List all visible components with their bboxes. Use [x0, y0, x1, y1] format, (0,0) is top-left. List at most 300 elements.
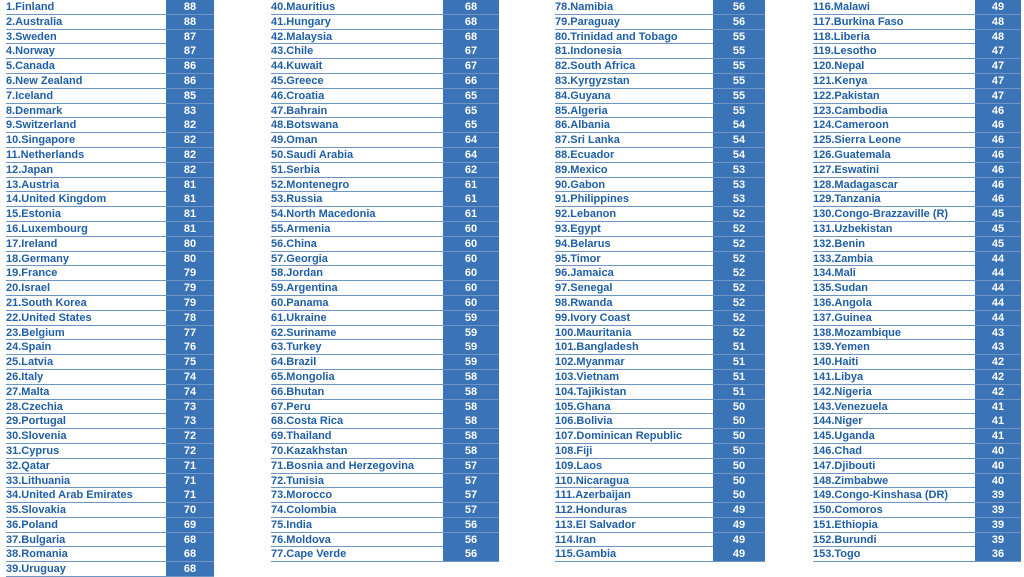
score-badge: 68 [166, 562, 214, 576]
score-badge: 52 [713, 311, 765, 325]
ranking-row [555, 266, 765, 281]
score-badge: 41 [975, 400, 1021, 414]
country-name: 32.Qatar [6, 459, 51, 472]
score-badge: 82 [166, 148, 214, 162]
country-name: 24.Spain [6, 341, 52, 354]
country-name: 142.Nigeria [813, 385, 872, 398]
score-badge: 46 [975, 178, 1021, 192]
country-name: 123.Cambodia [813, 104, 888, 117]
ranking-row [6, 118, 214, 133]
score-badge: 52 [713, 222, 765, 236]
country-name: 19.France [6, 267, 58, 280]
ranking-row [813, 178, 1021, 193]
score-badge: 42 [975, 355, 1021, 369]
country-name: 96.Jamaica [555, 267, 614, 280]
score-badge: 49 [713, 533, 765, 547]
country-name: 73.Morocco [271, 489, 333, 502]
ranking-row [271, 533, 499, 548]
country-name: 115.Gambia [555, 548, 617, 561]
country-name: 93.Egypt [555, 222, 601, 235]
country-name: 72.Tunisia [271, 474, 324, 487]
country-name: 124.Cameroon [813, 119, 889, 132]
ranking-row [813, 266, 1021, 281]
score-badge: 71 [166, 474, 214, 488]
score-badge: 69 [166, 518, 214, 532]
country-name: 148.Zimbabwe [813, 474, 889, 487]
score-badge: 44 [975, 311, 1021, 325]
country-name: 134.Mali [813, 267, 856, 280]
country-name: 70.Kazakhstan [271, 444, 348, 457]
country-name: 119.Lesotho [813, 45, 877, 58]
country-name: 144.Niger [813, 415, 863, 428]
country-name: 89.Mexico [555, 163, 608, 176]
country-name: 94.Belarus [555, 237, 611, 250]
country-name: 18.Germany [6, 252, 69, 265]
score-badge: 56 [443, 547, 499, 561]
score-badge: 39 [975, 533, 1021, 547]
ranking-row [555, 133, 765, 148]
ranking-row [6, 547, 214, 562]
ranking-row [271, 133, 499, 148]
ranking-row [555, 178, 765, 193]
score-badge: 42 [975, 370, 1021, 384]
country-name: 51.Serbia [271, 163, 320, 176]
ranking-row [271, 488, 499, 503]
country-name: 121.Kenya [813, 74, 868, 87]
ranking-row [271, 252, 499, 267]
score-badge: 68 [166, 547, 214, 561]
score-badge: 51 [713, 385, 765, 399]
ranking-row [555, 104, 765, 119]
ranking-row [555, 385, 765, 400]
score-badge: 50 [713, 444, 765, 458]
ranking-row [271, 118, 499, 133]
ranking-row [6, 237, 214, 252]
country-name: 5.Canada [6, 60, 55, 73]
country-name: 57.Georgia [271, 252, 328, 265]
score-badge: 50 [713, 400, 765, 414]
score-badge: 43 [975, 340, 1021, 354]
score-badge: 46 [975, 104, 1021, 118]
ranking-column-2 [271, 0, 499, 562]
ranking-row [6, 429, 214, 444]
score-badge: 66 [443, 74, 499, 88]
ranking-row [813, 326, 1021, 341]
score-badge: 59 [443, 311, 499, 325]
ranking-row [813, 281, 1021, 296]
score-badge: 53 [713, 192, 765, 206]
country-name: 146.Chad [813, 444, 862, 457]
ranking-row [813, 192, 1021, 207]
ranking-row [271, 148, 499, 163]
score-badge: 81 [166, 192, 214, 206]
score-badge: 81 [166, 222, 214, 236]
ranking-row [6, 400, 214, 415]
country-name: 140.Haiti [813, 356, 859, 369]
score-badge: 40 [975, 459, 1021, 473]
country-name: 82.South Africa [555, 60, 636, 73]
score-badge: 42 [975, 385, 1021, 399]
ranking-row [6, 148, 214, 163]
ranking-row [555, 207, 765, 222]
ranking-row [6, 207, 214, 222]
score-badge: 86 [166, 74, 214, 88]
country-name: 71.Bosnia and Herzegovina [271, 459, 415, 472]
ranking-row [813, 385, 1021, 400]
country-name: 55.Armenia [271, 222, 331, 235]
score-badge: 60 [443, 281, 499, 295]
ranking-row [555, 74, 765, 89]
ranking-row [555, 503, 765, 518]
ranking-row [813, 474, 1021, 489]
country-name: 31.Cyprus [6, 444, 60, 457]
country-name: 1.Finland [6, 1, 55, 13]
score-badge: 56 [443, 533, 499, 547]
score-badge: 58 [443, 444, 499, 458]
score-badge: 61 [443, 178, 499, 192]
country-name: 61.Ukraine [271, 311, 327, 324]
country-name: 84.Guyana [555, 89, 611, 102]
country-name: 116.Malawi [813, 1, 870, 13]
score-badge: 60 [443, 266, 499, 280]
score-badge: 78 [166, 311, 214, 325]
country-name: 117.Burkina Faso [813, 15, 904, 28]
ranking-row [6, 414, 214, 429]
ranking-row [6, 15, 214, 30]
country-name: 79.Paraguay [555, 15, 620, 28]
country-name: 59.Argentina [271, 282, 338, 295]
score-badge: 54 [713, 118, 765, 132]
country-name: 81.Indonesia [555, 45, 622, 58]
country-name: 67.Peru [271, 400, 311, 413]
score-badge: 71 [166, 488, 214, 502]
country-name: 152.Burundi [813, 533, 877, 546]
ranking-row [271, 311, 499, 326]
score-badge: 52 [713, 296, 765, 310]
country-name: 46.Croatia [271, 89, 325, 102]
score-badge: 48 [975, 30, 1021, 44]
ranking-row [555, 252, 765, 267]
ranking-row [271, 30, 499, 45]
country-name: 13.Austria [6, 178, 60, 191]
country-name: 33.Lithuania [6, 474, 71, 487]
score-badge: 68 [443, 15, 499, 29]
score-badge: 79 [166, 281, 214, 295]
ranking-row [555, 89, 765, 104]
country-name: 129.Tanzania [813, 193, 881, 206]
score-badge: 50 [713, 474, 765, 488]
score-badge: 49 [713, 518, 765, 532]
ranking-row [271, 459, 499, 474]
ranking-row [271, 400, 499, 415]
ranking-row [813, 237, 1021, 252]
country-name: 153.Togo [813, 548, 861, 561]
score-badge: 80 [166, 252, 214, 266]
ranking-row [813, 252, 1021, 267]
ranking-row [555, 59, 765, 74]
country-name: 68.Costa Rica [271, 415, 344, 428]
score-badge: 60 [443, 237, 499, 251]
score-badge: 61 [443, 192, 499, 206]
ranking-row [813, 459, 1021, 474]
ranking-row [555, 192, 765, 207]
ranking-row [6, 340, 214, 355]
country-name: 109.Laos [555, 459, 603, 472]
ranking-row [6, 488, 214, 503]
ranking-row [6, 296, 214, 311]
country-name: 34.United Arab Emirates [6, 489, 133, 502]
country-name: 125.Sierra Leone [813, 134, 902, 147]
country-name: 139.Yemen [813, 341, 870, 354]
ranking-row [555, 340, 765, 355]
score-badge: 49 [975, 0, 1021, 14]
country-name: 27.Malta [6, 385, 50, 398]
country-name: 30.Slovenia [6, 430, 67, 443]
country-name: 147.Djibouti [813, 459, 876, 472]
country-name: 14.United Kingdom [6, 193, 107, 206]
score-badge: 52 [713, 266, 765, 280]
country-name: 8.Denmark [6, 104, 63, 117]
score-badge: 50 [713, 414, 765, 428]
country-name: 137.Guinea [813, 311, 872, 324]
ranking-row [6, 281, 214, 296]
score-badge: 65 [443, 118, 499, 132]
ranking-column-3 [555, 0, 765, 562]
country-name: 151.Ethiopia [813, 518, 878, 531]
country-name: 3.Sweden [6, 30, 57, 43]
ranking-row [555, 444, 765, 459]
score-badge: 83 [166, 104, 214, 118]
country-name: 149.Congo-Kinshasa (DR) [813, 489, 949, 502]
country-name: 78.Namibia [555, 1, 614, 13]
score-badge: 55 [713, 44, 765, 58]
ranking-row [813, 533, 1021, 548]
score-badge: 64 [443, 148, 499, 162]
score-badge: 45 [975, 237, 1021, 251]
score-badge: 76 [166, 340, 214, 354]
country-name: 36.Poland [6, 518, 58, 531]
country-name: 130.Congo-Brazzaville (R) [813, 208, 949, 221]
score-badge: 58 [443, 414, 499, 428]
ranking-row [6, 385, 214, 400]
ranking-row [271, 385, 499, 400]
score-badge: 57 [443, 503, 499, 517]
ranking-row [813, 0, 1021, 15]
country-name: 101.Bangladesh [555, 341, 639, 354]
score-badge: 58 [443, 385, 499, 399]
country-name: 20.Israel [6, 282, 51, 295]
ranking-row [271, 59, 499, 74]
score-badge: 39 [975, 518, 1021, 532]
country-name: 54.North Macedonia [271, 208, 376, 221]
ranking-row [6, 104, 214, 119]
ranking-row [813, 400, 1021, 415]
ranking-row [271, 370, 499, 385]
country-name: 62.Suriname [271, 326, 337, 339]
ranking-row [6, 44, 214, 59]
ranking-row [813, 207, 1021, 222]
country-name: 49.Oman [271, 134, 318, 147]
score-badge: 87 [166, 44, 214, 58]
country-name: 98.Rwanda [555, 296, 613, 309]
ranking-row [6, 163, 214, 178]
ranking-row [271, 237, 499, 252]
score-badge: 52 [713, 207, 765, 221]
country-name: 44.Kuwait [271, 60, 323, 73]
country-name: 141.Libya [813, 370, 864, 383]
country-name: 104.Tajikistan [555, 385, 627, 398]
ranking-row [813, 414, 1021, 429]
score-badge: 80 [166, 237, 214, 251]
score-badge: 45 [975, 207, 1021, 221]
country-name: 65.Mongolia [271, 370, 335, 383]
ranking-row [555, 326, 765, 341]
score-badge: 51 [713, 340, 765, 354]
country-name: 77.Cape Verde [271, 548, 347, 561]
score-badge: 73 [166, 400, 214, 414]
ranking-row [813, 133, 1021, 148]
country-name: 7.Iceland [6, 89, 54, 102]
score-badge: 46 [975, 133, 1021, 147]
score-badge: 68 [443, 30, 499, 44]
ranking-row [555, 547, 765, 562]
ranking-row [555, 296, 765, 311]
country-name: 143.Venezuela [813, 400, 888, 413]
ranking-column-1 [6, 0, 214, 577]
ranking-row [813, 15, 1021, 30]
ranking-row [813, 163, 1021, 178]
country-name: 45.Greece [271, 74, 324, 87]
country-name: 114.Iran [555, 533, 596, 546]
country-name: 92.Lebanon [555, 208, 617, 221]
country-name: 42.Malaysia [271, 30, 333, 43]
score-badge: 46 [975, 192, 1021, 206]
ranking-column-4 [813, 0, 1021, 562]
score-badge: 81 [166, 178, 214, 192]
ranking-row [555, 311, 765, 326]
score-badge: 52 [713, 252, 765, 266]
country-name: 99.Ivory Coast [555, 311, 631, 324]
ranking-row [271, 104, 499, 119]
country-name: 52.Montenegro [271, 178, 350, 191]
score-badge: 88 [166, 0, 214, 14]
score-badge: 49 [713, 503, 765, 517]
ranking-row [555, 355, 765, 370]
ranking-row [271, 44, 499, 59]
ranking-row [6, 311, 214, 326]
country-name: 128.Madagascar [813, 178, 898, 191]
country-name: 135.Sudan [813, 282, 869, 295]
country-name: 47.Bahrain [271, 104, 328, 117]
ranking-row [555, 488, 765, 503]
country-name: 9.Switzerland [6, 119, 77, 132]
ranking-row [813, 547, 1021, 562]
score-badge: 86 [166, 59, 214, 73]
score-badge: 73 [166, 414, 214, 428]
ranking-row [271, 192, 499, 207]
ranking-row [6, 355, 214, 370]
country-name: 11.Netherlands [6, 148, 85, 161]
score-badge: 82 [166, 133, 214, 147]
country-name: 131.Uzbekistan [813, 222, 893, 235]
country-name: 39.Uruguay [6, 563, 66, 576]
ranking-row [6, 474, 214, 489]
ranking-row [555, 429, 765, 444]
country-name: 25.Latvia [6, 356, 54, 369]
score-badge: 68 [443, 0, 499, 14]
country-name: 111.Azerbaijan [555, 489, 631, 502]
score-badge: 55 [713, 59, 765, 73]
country-name: 133.Zambia [813, 252, 873, 265]
ranking-row [6, 444, 214, 459]
score-badge: 58 [443, 370, 499, 384]
score-badge: 52 [713, 237, 765, 251]
country-name: 150.Comoros [813, 504, 883, 517]
ranking-row [555, 30, 765, 45]
country-name: 108.Fiji [555, 444, 593, 457]
country-name: 12.Japan [6, 163, 54, 176]
ranking-row [271, 266, 499, 281]
ranking-row [555, 148, 765, 163]
country-name: 75.India [271, 518, 312, 531]
ranking-row [6, 326, 214, 341]
score-badge: 53 [713, 178, 765, 192]
score-badge: 65 [443, 89, 499, 103]
ranking-row [271, 0, 499, 15]
country-name: 60.Panama [271, 296, 329, 309]
country-name: 64.Brazil [271, 356, 317, 369]
score-badge: 85 [166, 89, 214, 103]
country-name: 106.Bolivia [555, 415, 613, 428]
score-badge: 39 [975, 503, 1021, 517]
country-name: 23.Belgium [6, 326, 65, 339]
country-name: 50.Saudi Arabia [271, 148, 354, 161]
ranking-row [6, 30, 214, 45]
ranking-row [555, 222, 765, 237]
country-name: 35.Slovakia [6, 504, 66, 517]
score-badge: 79 [166, 266, 214, 280]
ranking-row [813, 74, 1021, 89]
country-name: 28.Czechia [6, 400, 63, 413]
country-name: 76.Moldova [271, 533, 331, 546]
ranking-row [6, 370, 214, 385]
country-name: 53.Russia [271, 193, 323, 206]
country-name: 145.Uganda [813, 430, 875, 443]
country-name: 26.Italy [6, 370, 44, 383]
country-name: 85.Algeria [555, 104, 608, 117]
score-badge: 44 [975, 281, 1021, 295]
ranking-row [271, 518, 499, 533]
score-badge: 62 [443, 163, 499, 177]
ranking-row [271, 414, 499, 429]
ranking-row [813, 148, 1021, 163]
ranking-row [813, 355, 1021, 370]
ranking-row [271, 281, 499, 296]
score-badge: 64 [443, 133, 499, 147]
ranking-row [6, 503, 214, 518]
score-badge: 57 [443, 459, 499, 473]
country-name: 38.Romania [6, 548, 68, 561]
score-badge: 50 [713, 459, 765, 473]
country-name: 37.Bulgaria [6, 533, 66, 546]
ranking-row [555, 0, 765, 15]
ranking-row [271, 474, 499, 489]
ranking-row [555, 533, 765, 548]
score-badge: 67 [443, 59, 499, 73]
score-badge: 65 [443, 104, 499, 118]
score-badge: 44 [975, 252, 1021, 266]
score-badge: 40 [975, 444, 1021, 458]
